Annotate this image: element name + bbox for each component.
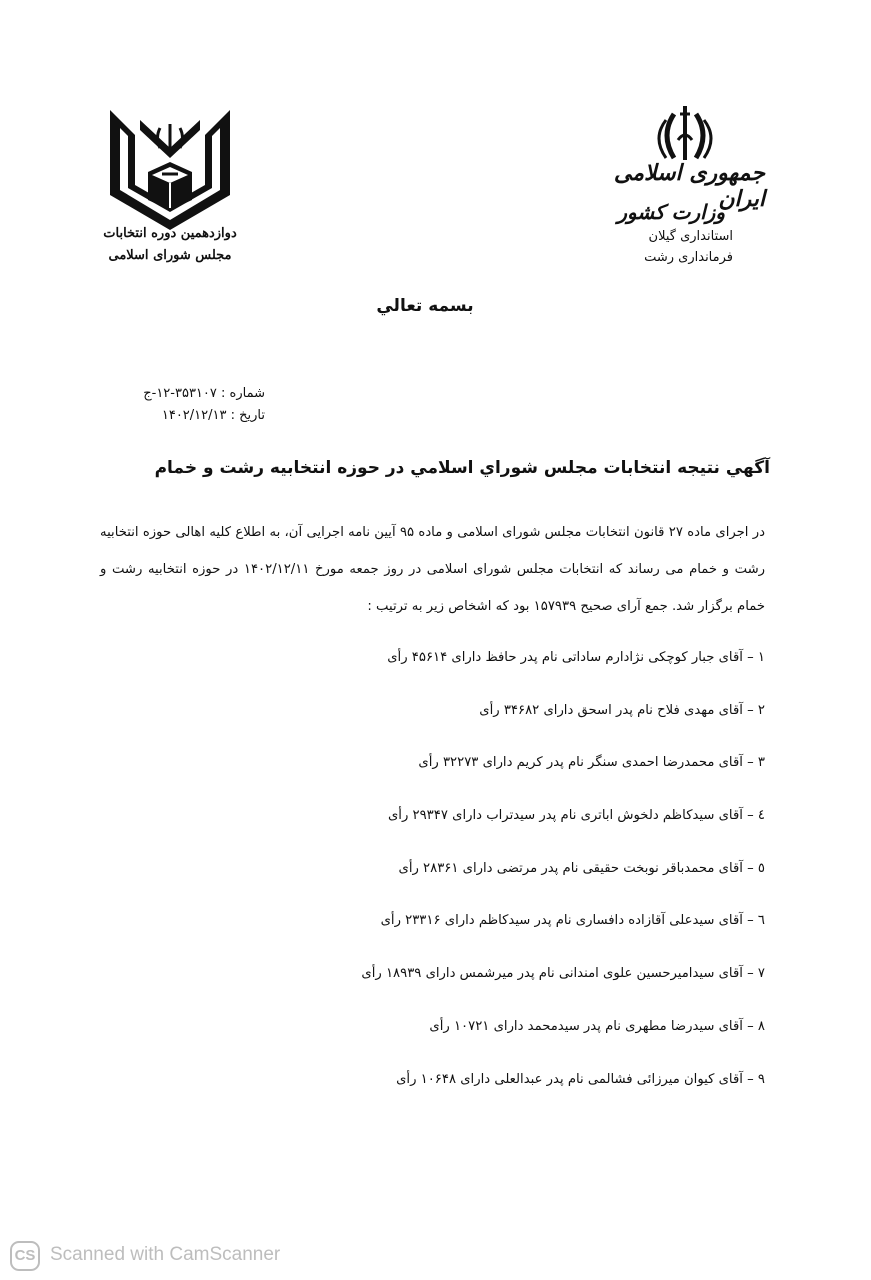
election-results-list bbox=[100, 638, 765, 1112]
reference-number: شماره : ۳۵۳۱۰۷-۱۲-ج bbox=[143, 386, 265, 401]
result-item: ۷ – آقای سیدامیرحسین علوی امندانی نام پدر میرشمس دارای ۱۸۹۳۹ رأی bbox=[361, 966, 765, 982]
result-item: ۹ – آقای کیوان میرزائی فشالمی نام پدر عبدالعلی دارای ۱۰۶۴۸ رأی bbox=[396, 1071, 765, 1087]
basmala-heading: بسمه تعالي bbox=[376, 296, 474, 316]
governorate-name: استانداری گیلان bbox=[648, 229, 733, 244]
reference-date: تاریخ : ۱۴۰۲/۱۲/۱۳ bbox=[161, 408, 265, 423]
election-logo-caption-line-2: مجلس شورای اسلامی bbox=[108, 248, 232, 263]
country-name: جمهوری اسلامی ایران bbox=[613, 160, 765, 212]
office-name: فرمانداری رشت bbox=[644, 250, 733, 265]
camscanner-watermark-text: Scanned with CamScanner bbox=[50, 1244, 281, 1265]
result-item: ٥ – آقای محمدباقر نوبخت حقیقی نام پدر مرتضی دارای ۲۸۳۶۱ رأی bbox=[398, 860, 765, 876]
election-logo-caption-line-1: دوازدهمین دوره انتخابات bbox=[103, 226, 237, 241]
result-item: ٤ – آقای سیدکاظم دلخوش اباتری نام پدر سیدتراب دارای ۲۹۳۴۷ رأی bbox=[387, 808, 765, 824]
intro-paragraph: در اجرای ماده ۲۷ قانون انتخابات مجلس شورای اسلامی و ماده ۹۵ آیین نامه اجرایی آن، به اطلاع کلیه اهالی حوزه انتخابیه رشت و خمام می رساند که انتخابات مجلس شورای اسلامی در روز جمعه مورخ ۱۴۰۲/۱۲/۱۱ در حوزه انتخابیه رشت و خمام برگزار شد. جمع آرای صحیح ۱۵۷۹۳۹ بود که اشخاص زیر به ترتیب : bbox=[100, 525, 765, 614]
result-item: ۸ – آقای سیدرضا مطهری نام پدر سیدمحمد دارای ۱۰۷۲۱ رأی bbox=[429, 1018, 765, 1034]
result-item: ٦ – آقای سیدعلی آقازاده دافساری نام پدر سیدکاظم دارای ۲۳۳۱۶ رأی bbox=[380, 913, 765, 929]
result-item: ۱ – آقای جبار کوچکی نژادارم ساداتی نام پدر حافظ دارای ۴۵۶۱۴ رأی bbox=[387, 650, 765, 665]
ministry-name: وزارت کشور bbox=[617, 200, 725, 224]
notice-title: آگهي نتيجه انتخابات مجلس شوراي اسلامي در حوزه انتخابيه رشت و خمام bbox=[154, 458, 770, 478]
result-item: ۳ – آقای محمدرضا احمدی سنگر نام پدر کریم دارای ۳۲۲۷۳ رأی bbox=[418, 755, 765, 771]
result-item: ۲ – آقای مهدی فلاح نام پدر اسحق دارای ۳۴۶۸۲ رأی bbox=[479, 702, 765, 718]
camscanner-logo-icon: CS bbox=[10, 1241, 40, 1271]
